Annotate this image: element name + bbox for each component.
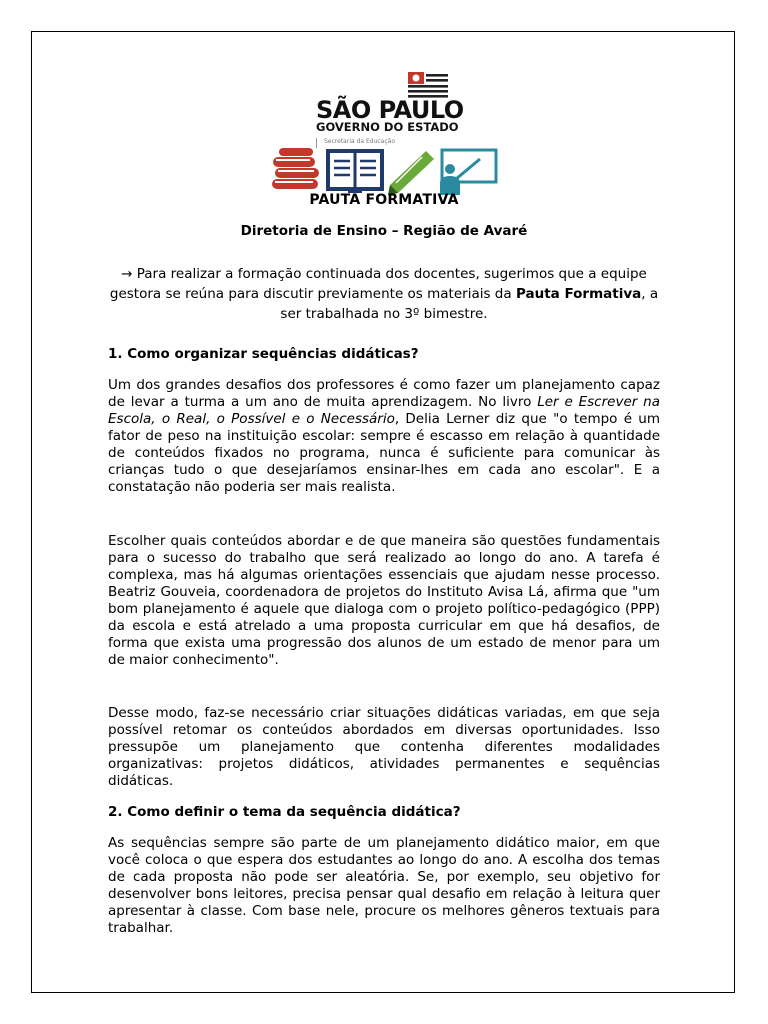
intro-paragraph [108, 264, 660, 324]
s1p1-book-title: Ler e Escrever na Escola, o Real, o Possível e o Necessário [108, 394, 660, 427]
logo-secretaria: Secretaria da Educação [324, 138, 395, 145]
teacher-board-icon [440, 150, 496, 195]
books-icon [272, 148, 319, 189]
intro-text-a: Para realizar a formação continuada dos docentes, sugerimos que a equipe gestora se reúna para discutir previamente os materiais da [109, 266, 647, 302]
s1p1-text-a: Um dos grandes desafios dos professores é como fazer um planejamento capaz de levar a turma a um ano de muita aprendizagem. No livro [108, 377, 660, 410]
section1-paragraph2: Escolher quais conteúdos abordar e de que maneira são questões fundamentais para o sucesso do trabalho que será realizado ao longo do ano. A tarefa é complexa, mas há algumas orientações essenciais que ajudam nesse processo. Beatriz Gouveia, coordenadora de projetos do Instituto Avisa Lá, afirma que "um bom planejamento é aquele que dialoga com o projeto político-pedagógico (PPP) da escola e está atrelado a uma proposta curricular em que há desafios, de forma que exista uma progressão dos alunos de um estado de menor para um de maior conhecimento". [108, 533, 660, 668]
section1-paragraph3: Desse modo, faz-se necessário criar situações didáticas variadas, em que seja possível retomar os conteúdos abordados em diversas oportunidades. Isso pressupõe um planejamento que contenha diferentes modalidades organizativas: projetos didáticos, atividades permanentes e sequências didáticas. [108, 705, 660, 789]
page-title: PAUTA FORMATIVA [309, 192, 459, 208]
intro-bold: Pauta Formativa [515, 286, 642, 302]
section1-paragraph1 [108, 377, 660, 496]
logo-subtitle: GOVERNO DO ESTADO [316, 120, 459, 134]
section2-heading: 2. Como definir o tema da sequência didática? [108, 804, 461, 820]
education-icons-banner [270, 147, 500, 195]
s1p1-text-b: , Delia Lerner diz que "o tempo é um fator de peso na instituição escolar: sempre é escasso em relação à quantidade de conteúdos fixados no programa, nunca é suficiente para comunicar às crianças tudo o que desejaríamos ensinar-lhes em cada ano escolar". E a constatação não poderia ser mais realista. [108, 411, 660, 495]
intro-text-b: , a ser trabalhada no 3º bimestre. [280, 286, 659, 322]
section1-heading: 1. Como organizar sequências didáticas? [108, 346, 419, 362]
arrow-icon: → [121, 266, 133, 282]
pencil-icon [388, 151, 434, 195]
section2-paragraph1: As sequências sempre são parte de um planejamento didático maior, em que você coloca o que espera dos estudantes ao longo do ano. A escolha dos temas de cada proposta não pode ser aleatória. Se, por exemplo, seu objetivo for desenvolver bons leitores, precisa pensar qual desafio em relação à leitura quer apresentar à classe. Com base nele, procure os melhores gêneros textuais para trabalhar. [108, 835, 660, 936]
page-subtitle: Diretoria de Ensino – Região de Avaré [240, 223, 528, 239]
sao-paulo-government-logo [312, 68, 512, 148]
open-book-icon [328, 151, 382, 193]
logo-title: SÃO PAULO [316, 96, 464, 124]
document-page [31, 31, 735, 993]
